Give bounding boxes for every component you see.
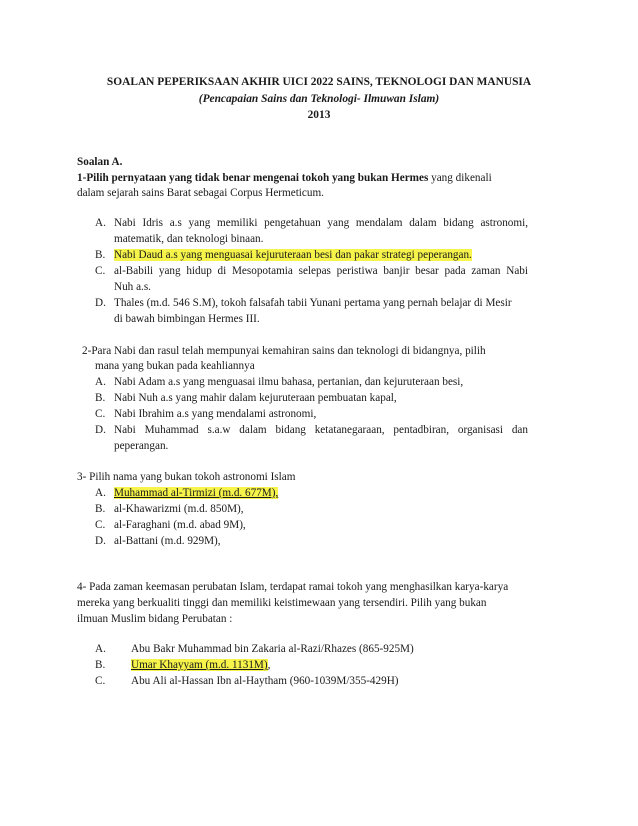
q3-option-b: al-Khawarizmi (m.d. 850M), (114, 503, 244, 515)
q2-option-letter: A. (95, 376, 106, 388)
q2-stem-line2: mana yang bukan pada keahliannya (95, 360, 255, 372)
q3-option-letter: C. (95, 519, 106, 531)
q4-option-b-suffix: , (267, 659, 271, 671)
q2-option-letter: C. (95, 408, 106, 420)
highlighted-answer: Muhammad al-Tirmizi (m.d. 677M), (114, 487, 279, 499)
q1-option-c: al-Babili yang hidup di Mesopotamia selepas peristiwa banjir besar pada zaman Nabi (114, 265, 528, 277)
q2-option-c: Nabi Ibrahim a.s yang mendalami astronomi, (114, 408, 317, 420)
q1-stem-bold: 1-Pilih pernyataan yang tidak benar mengenai tokoh yang bukan Hermes (77, 172, 429, 184)
q3-option-letter: A. (95, 487, 106, 499)
q3-option-c: al-Faraghani (m.d. abad 9M), (114, 519, 246, 531)
q2-option-letter: B. (95, 392, 106, 404)
q1-option-b (114, 248, 472, 262)
q2-option-d-line2: peperangan. (114, 440, 169, 452)
q1-option-letter: B. (95, 249, 106, 261)
q1-option-c-line2: Nuh a.s. (114, 281, 151, 293)
highlighted-answer: Umar Khayyam (m.d. 1131M) (131, 659, 268, 671)
q3-option-letter: B. (95, 503, 106, 515)
section-label: Soalan A. (77, 156, 123, 168)
q4-stem-line3: ilmuan Muslim bidang Perubatan : (77, 613, 233, 625)
q3-option-letter: D. (95, 535, 106, 547)
q3-option-a (114, 486, 278, 500)
q4-stem-line2: mereka yang berkualiti tinggi dan memiliki keistimewaan yang tersendiri. Pilih yang bukan (77, 597, 487, 609)
q3-stem: 3- Pilih nama yang bukan tokoh astronomi Islam (77, 471, 296, 483)
q1-option-letter: A. (95, 217, 106, 229)
q1-stem (77, 171, 492, 185)
q4-option-a: Abu Bakr Muhammad bin Zakaria al-Razi/Rhazes (865-925M) (131, 643, 414, 655)
q3-option-d: al-Battani (m.d. 929M), (114, 535, 221, 547)
q1-option-a: Nabi Idris a.s yang memiliki pengetahuan yang mendalam dalam bidang astronomi, (114, 217, 528, 229)
q2-option-d: Nabi Muhammad s.a.w dalam bidang ketatanegaraan, pentadbiran, organisasi dan (114, 424, 528, 436)
q4-option-letter: A. (95, 643, 106, 655)
q1-option-d-line2: di bawah bimbingan Hermes III. (114, 313, 260, 325)
q4-option-letter: B. (95, 659, 106, 671)
q2-option-b: Nabi Nuh a.s yang mahir dalam kejuruteraan pembuatan kapal, (114, 392, 397, 404)
q1-stem-rest: yang dikenali (428, 172, 492, 184)
q1-stem-line2: dalam sejarah sains Barat sebagai Corpus Hermeticum. (77, 187, 324, 199)
q2-option-a: Nabi Adam a.s yang menguasai ilmu bahasa, pertanian, dan kejuruteraan besi, (114, 376, 464, 388)
q1-option-letter: D. (95, 297, 106, 309)
q1-option-letter: C. (95, 265, 106, 277)
q4-stem-line1: 4- Pada zaman keemasan perubatan Islam, terdapat ramai tokoh yang menghasilkan karya-karya (77, 581, 509, 593)
document-year: 2013 (307, 109, 331, 121)
q2-stem-line1: 2-Para Nabi dan rasul telah mempunyai kemahiran sains dan teknologi di bidangnya, pilih (82, 345, 486, 357)
document-title: SOALAN PEPERIKSAAN AKHIR UICI 2022 SAINS, TEKNOLOGI DAN MANUSIA (106, 76, 532, 88)
q1-option-d: Thales (m.d. 546 S.M), tokoh falsafah tabii Yunani pertama yang pernah belajar di Mesir (114, 297, 512, 309)
q2-option-letter: D. (95, 424, 106, 436)
q4-option-b (131, 658, 270, 672)
document-subtitle: (Pencapaian Sains dan Teknologi- Ilmuwan Islam) (198, 93, 440, 105)
q4-option-c: Abu Ali al-Hassan Ibn al-Haytham (960-1039M/355-429H) (131, 675, 399, 687)
q1-option-a-line2: matematik, dan teknologi binaan. (114, 233, 264, 245)
highlighted-answer: Nabi Daud a.s yang menguasai kejuruteraan besi dan pakar strategi peperangan. (114, 249, 472, 261)
q4-option-letter: C. (95, 675, 106, 687)
